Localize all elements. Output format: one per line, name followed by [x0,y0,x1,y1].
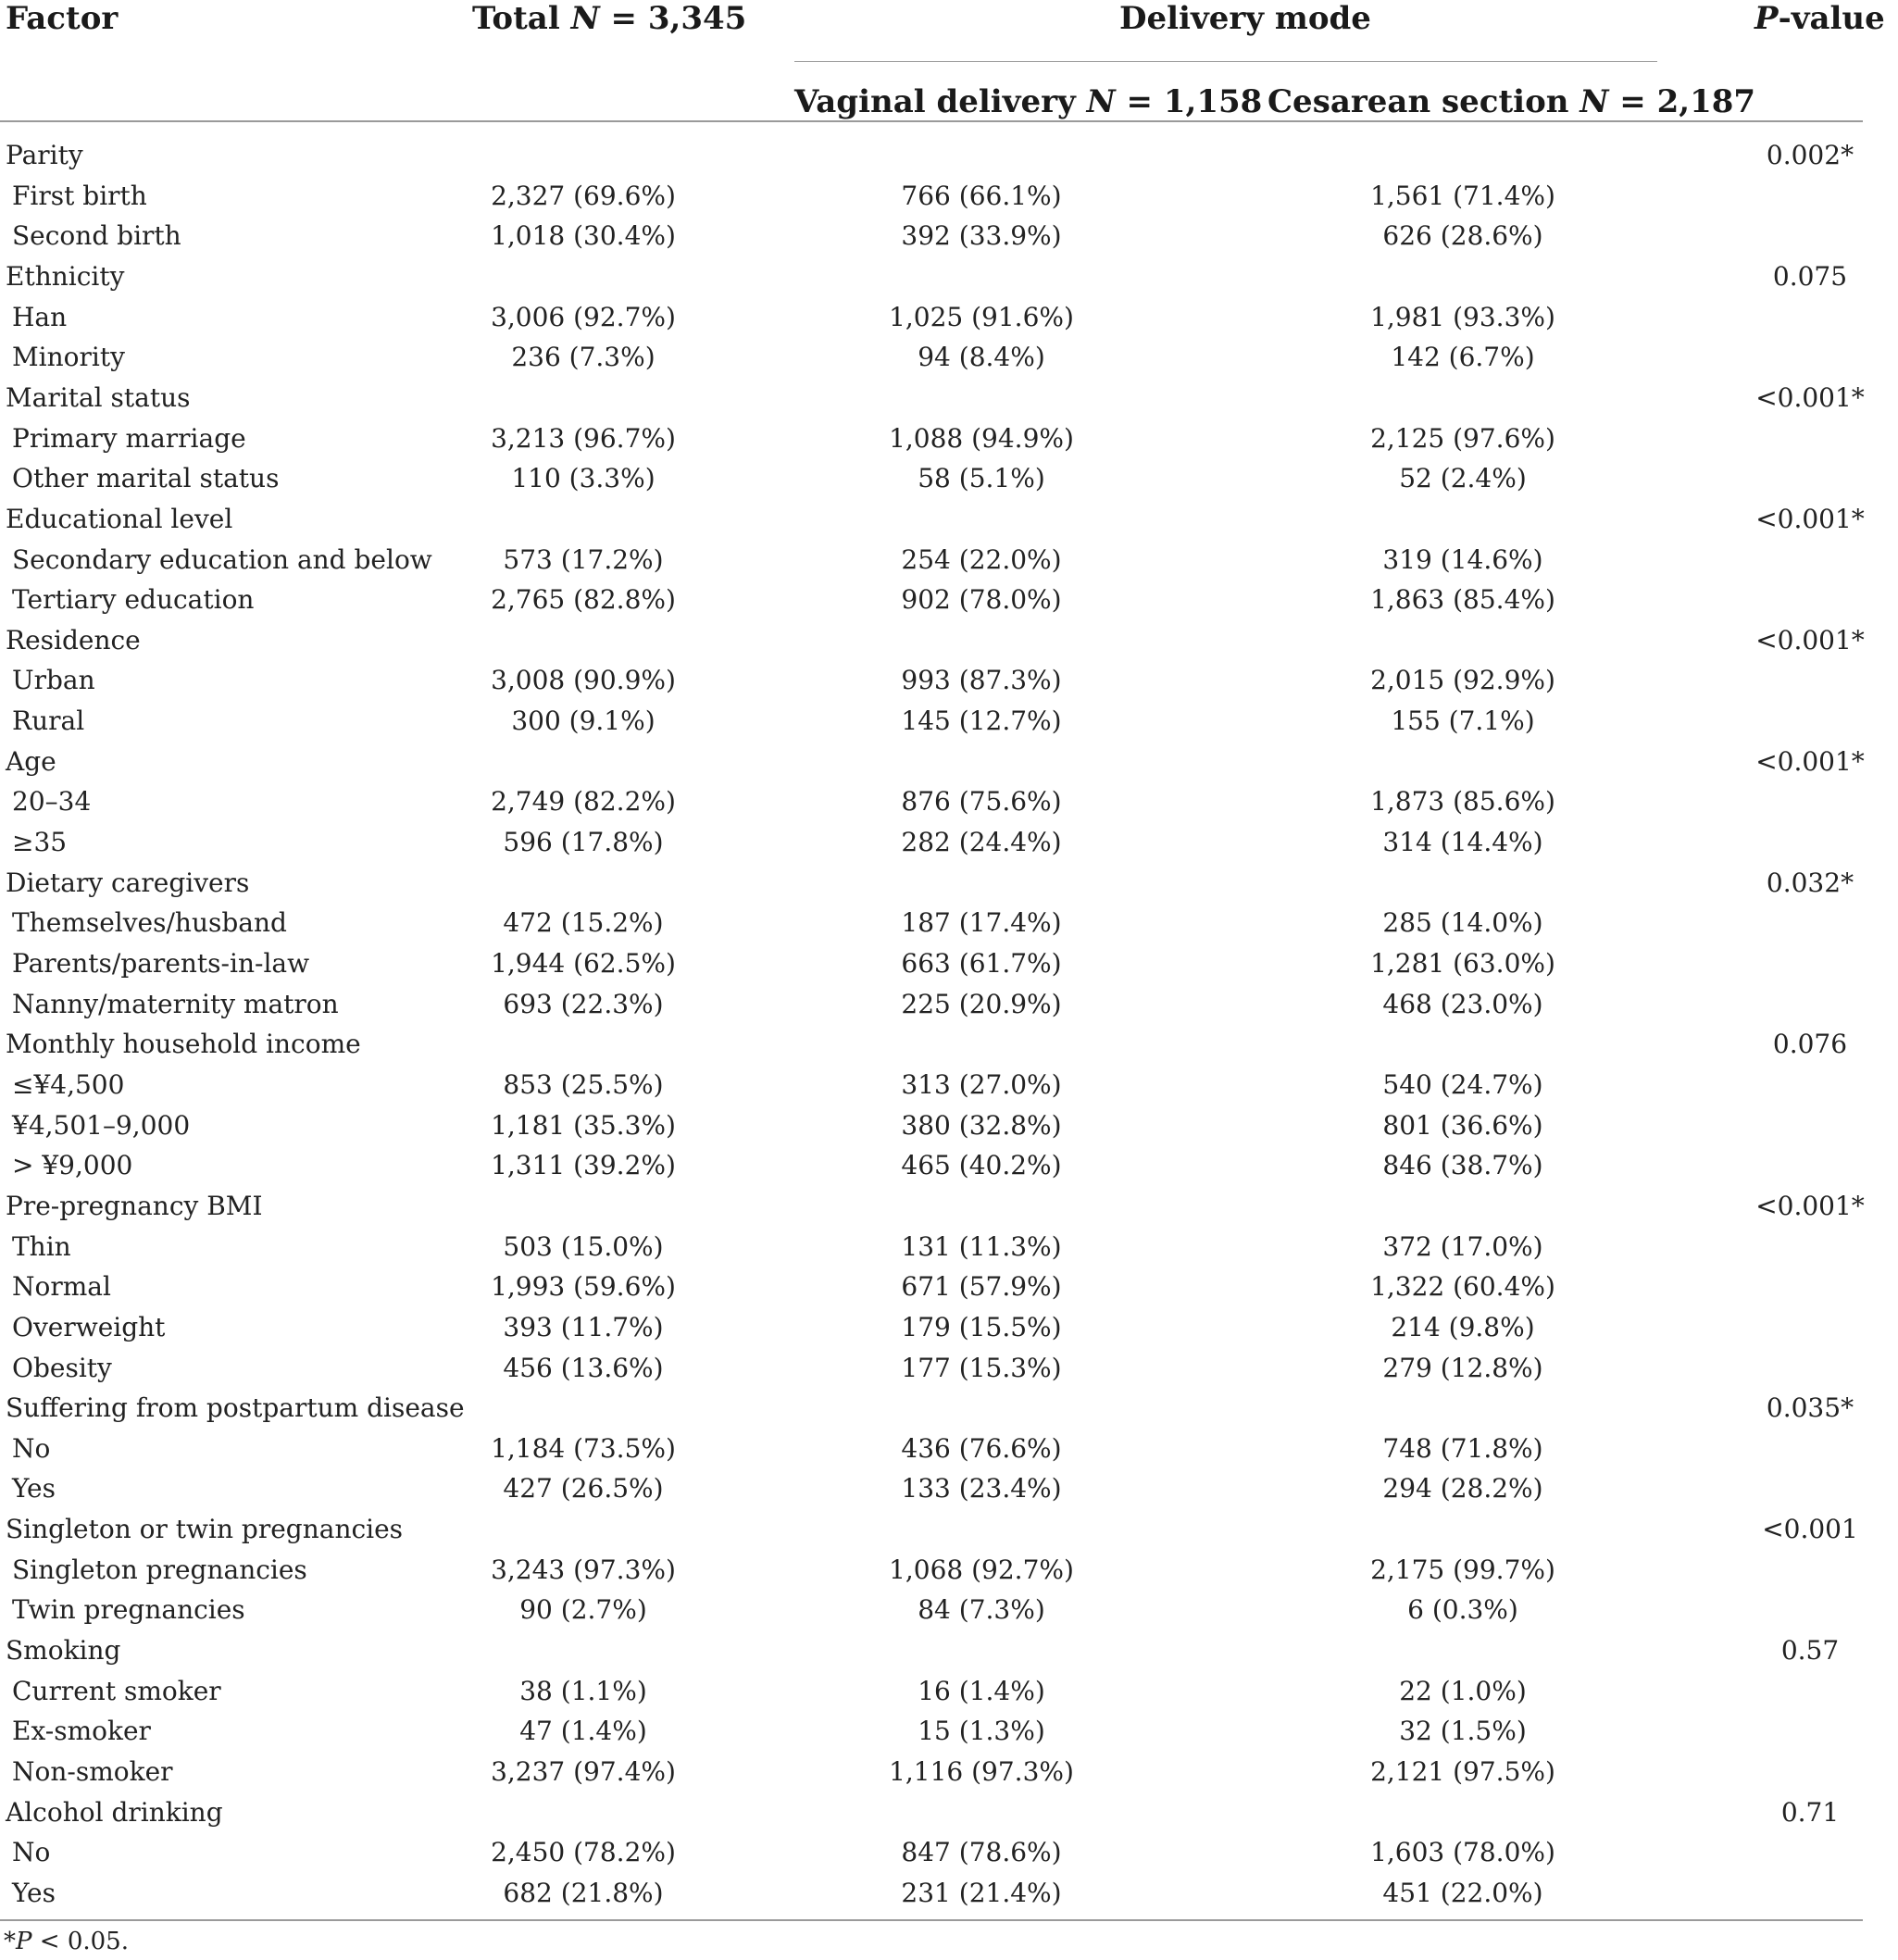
cell-pvalue [1722,903,1898,943]
cell-pvalue [1722,1267,1898,1307]
cell-cesarean [1278,742,1648,782]
cell-pvalue [1722,540,1898,581]
cell-total: 236 (7.3%) [511,342,656,373]
header-pvalue-p: P [1754,0,1779,37]
cell-total [398,620,768,661]
cell-vaginal: 1,116 (97.3%) [889,1756,1074,1787]
cell-total: 3,237 (97.4%) [491,1756,676,1787]
table-row [0,822,1869,863]
cell-cesarean: 2,175 (99.7%) [1370,1554,1555,1585]
table-group-row [0,1186,1869,1227]
cell-cesarean: 1,561 (71.4%) [1370,180,1555,211]
cell-pvalue [1722,1348,1898,1389]
cell-cesarean: 294 (28.2%) [1382,1473,1543,1504]
table-row [0,660,1869,701]
cell-total [398,499,768,540]
table-row [0,216,1869,256]
cell-pvalue [1722,580,1898,620]
cell-vaginal: 133 (23.4%) [901,1473,1062,1504]
cell-pvalue [1722,1065,1898,1105]
cell-total: 300 (9.1%) [511,705,656,737]
table-row [0,1873,1869,1914]
row-label: 20–34 [12,786,92,818]
cell-vaginal: 231 (21.4%) [901,1877,1062,1908]
row-label: Themselves/husband [12,907,287,939]
cell-vaginal: 671 (57.9%) [901,1271,1062,1303]
cell-cesarean: 2,125 (97.6%) [1370,422,1555,454]
table-row [0,1468,1869,1509]
row-label: Minority [12,342,125,373]
header-total-suffix: = 3,345 [599,0,747,37]
cell-cesarean: 142 (6.7%) [1391,342,1535,373]
cell-pvalue: <0.001* [1755,624,1865,655]
cell-total: 3,006 (92.7%) [491,301,676,332]
header-vaginal-suffix: = 1,158 [1115,83,1263,120]
row-label: Other marital status [12,463,280,494]
cell-total: 2,749 (82.2%) [491,786,676,818]
group-label: Marital status [6,381,191,413]
cell-vaginal: 1,088 (94.9%) [889,422,1074,454]
cell-pvalue: 0.002* [1766,140,1854,170]
cell-cesarean: 846 (38.7%) [1382,1150,1543,1181]
cell-pvalue [1722,216,1898,256]
cell-vaginal: 1,068 (92.7%) [889,1554,1074,1585]
cell-vaginal: 902 (78.0%) [901,584,1062,616]
cell-total: 1,944 (62.5%) [491,948,676,979]
cell-cesarean [1278,135,1648,176]
footnote [4,1926,129,1957]
cell-cesarean: 451 (22.0%) [1382,1877,1543,1908]
cell-cesarean: 6 (0.3%) [1407,1594,1518,1626]
cell-cesarean: 468 (23.0%) [1382,988,1543,1019]
cell-cesarean: 372 (17.0%) [1382,1230,1543,1262]
cell-cesarean: 1,981 (93.3%) [1370,301,1555,332]
cell-vaginal [796,135,1167,176]
cell-pvalue [1722,297,1898,338]
cell-total: 1,311 (39.2%) [491,1150,676,1181]
cell-total [398,1024,768,1065]
cell-vaginal [796,1509,1167,1550]
table-row [0,1429,1869,1469]
table-group-row [0,863,1869,904]
cell-cesarean: 314 (14.4%) [1382,827,1543,858]
cell-pvalue [1722,1468,1898,1509]
cell-cesarean: 1,863 (85.4%) [1370,584,1555,616]
header-pvalue-suffix: -value [1778,0,1885,37]
cell-cesarean [1278,1024,1648,1065]
row-label: Parents/parents-in-law [12,948,310,979]
table-row [0,701,1869,742]
table-group-row [0,1630,1869,1671]
footnote-star: * [4,1928,16,1955]
cell-vaginal: 179 (15.5%) [901,1311,1062,1342]
cell-pvalue [1722,176,1898,217]
cell-total: 2,450 (78.2%) [491,1837,676,1868]
cell-total: 2,765 (82.8%) [491,584,676,616]
cell-pvalue [1722,1590,1898,1630]
cell-total: 393 (11.7%) [503,1311,664,1342]
cell-cesarean [1278,1509,1648,1550]
cell-vaginal: 254 (22.0%) [901,543,1062,575]
row-label: Tertiary education [12,584,255,616]
cell-vaginal: 145 (12.7%) [901,705,1062,737]
cell-cesarean: 1,281 (63.0%) [1370,948,1555,979]
cell-total: 3,213 (96.7%) [491,422,676,454]
table-bottom-rule [0,1919,1863,1921]
cell-total [398,1388,768,1429]
cell-total [398,1630,768,1671]
cell-total: 693 (22.3%) [503,988,664,1019]
cell-cesarean: 22 (1.0%) [1399,1675,1527,1706]
table-row [0,176,1869,217]
cell-pvalue [1722,1873,1898,1914]
footnote-text: < 0.05. [31,1928,129,1955]
table-group-row [0,1509,1869,1550]
table-group-row [0,1388,1869,1429]
cell-pvalue [1722,458,1898,499]
table-row [0,1711,1869,1752]
cell-vaginal [796,1186,1167,1227]
cell-total: 1,993 (59.6%) [491,1271,676,1303]
group-label: Smoking [6,1635,121,1667]
table-row [0,337,1869,378]
table-row [0,1105,1869,1146]
cell-vaginal: 15 (1.3%) [918,1716,1045,1747]
header-bottom-rule [0,120,1863,122]
cell-vaginal: 876 (75.6%) [901,786,1062,818]
cell-pvalue: 0.57 [1780,1635,1840,1667]
cell-cesarean [1278,1388,1648,1429]
cell-pvalue [1722,1145,1898,1186]
cell-vaginal: 663 (61.7%) [901,948,1062,979]
cell-pvalue [1722,1105,1898,1146]
cell-pvalue [1722,1307,1898,1348]
row-label: Normal [12,1271,111,1303]
cell-vaginal [796,1388,1167,1429]
header-vaginal-prefix: Vaginal delivery [794,83,1087,120]
row-label: Thin [12,1230,71,1262]
cell-cesarean: 1,873 (85.6%) [1370,786,1555,818]
header-vaginal-n: N [1086,83,1116,120]
table-row [0,984,1869,1025]
table-row [0,580,1869,620]
cell-total: 596 (17.8%) [503,827,664,858]
cell-vaginal [796,620,1167,661]
cell-pvalue: <0.001 [1762,1514,1858,1545]
header-cesarean-prefix: Cesarean section [1267,83,1580,120]
cell-total: 90 (2.7%) [519,1594,647,1626]
cell-total [398,742,768,782]
cell-total [398,378,768,418]
cell-vaginal: 282 (24.4%) [901,827,1062,858]
cell-cesarean: 1,322 (60.4%) [1370,1271,1555,1303]
cell-vaginal: 58 (5.1%) [918,463,1045,494]
cell-pvalue [1722,943,1898,984]
table-row [0,297,1869,338]
cell-total: 456 (13.6%) [503,1352,664,1383]
cell-cesarean: 2,121 (97.5%) [1370,1756,1555,1787]
cell-pvalue [1722,337,1898,378]
cell-cesarean [1278,863,1648,904]
footnote-p: P [16,1928,32,1955]
cell-total [398,1509,768,1550]
row-label: Urban [12,665,95,696]
row-label: Obesity [12,1352,112,1383]
group-label: Educational level [6,503,233,534]
cell-cesarean: 801 (36.6%) [1382,1109,1543,1141]
cell-pvalue [1722,701,1898,742]
cell-total: 853 (25.5%) [503,1068,664,1100]
header-total [472,0,746,37]
table-row [0,1348,1869,1389]
delivery-mode-rule [794,61,1657,62]
table-row [0,1832,1869,1873]
cell-pvalue: <0.001* [1755,381,1865,413]
table-group-row [0,620,1869,661]
cell-cesarean: 626 (28.6%) [1382,220,1543,252]
table-row [0,1550,1869,1591]
row-label: ≤¥4,500 [12,1068,125,1100]
cell-total [398,1792,768,1833]
cell-vaginal [796,1792,1167,1833]
header-total-prefix: Total [472,0,571,37]
cell-total: 110 (3.3%) [511,463,656,494]
group-label: Suffering from postpartum disease [6,1392,465,1424]
cell-vaginal: 313 (27.0%) [901,1068,1062,1100]
cell-total: 38 (1.1%) [519,1675,647,1706]
cell-total [398,135,768,176]
row-label: Yes [12,1473,56,1504]
header-vaginal [794,83,1262,120]
group-label: Residence [6,624,141,655]
table-row [0,1752,1869,1792]
table-row [0,1590,1869,1630]
cell-cesarean: 52 (2.4%) [1399,463,1527,494]
table-row [0,458,1869,499]
row-label: Rural [12,705,85,737]
row-label: Current smoker [12,1675,221,1706]
group-label: Dietary caregivers [6,867,250,898]
header-delivery-mode: Delivery mode [1119,0,1371,37]
row-label: ¥4,501–9,000 [12,1109,191,1141]
table-row [0,1267,1869,1307]
table-row [0,1307,1869,1348]
cell-vaginal [796,378,1167,418]
row-label: Singleton pregnancies [12,1554,307,1585]
group-label: Parity [6,140,83,170]
cell-cesarean: 319 (14.6%) [1382,543,1543,575]
cell-total: 1,181 (35.3%) [491,1109,676,1141]
cell-pvalue: 0.032* [1766,867,1854,898]
table-group-row [0,742,1869,782]
cell-pvalue [1722,822,1898,863]
group-label: Monthly household income [6,1029,361,1060]
cell-vaginal [796,256,1167,297]
cell-cesarean [1278,499,1648,540]
cell-cesarean [1278,620,1648,661]
cell-pvalue [1722,1227,1898,1267]
cell-vaginal: 84 (7.3%) [918,1594,1045,1626]
cell-total [398,256,768,297]
cell-cesarean: 2,015 (92.9%) [1370,665,1555,696]
cell-cesarean: 279 (12.8%) [1382,1352,1543,1383]
table-row [0,1145,1869,1186]
row-label: Yes [12,1877,56,1908]
header-cesarean [1267,83,1755,120]
row-label: Secondary education and below [12,543,432,575]
row-label: No [12,1837,51,1868]
row-label: No [12,1432,51,1464]
cell-pvalue [1722,1752,1898,1792]
cell-vaginal: 177 (15.3%) [901,1352,1062,1383]
cell-total: 2,327 (69.6%) [491,180,676,211]
header-cesarean-suffix: = 2,187 [1608,83,1756,120]
header-cesarean-n: N [1580,83,1609,120]
row-label: ≥35 [12,827,68,858]
cell-total: 682 (21.8%) [503,1877,664,1908]
row-label: Primary marriage [12,422,246,454]
group-label: Alcohol drinking [6,1796,223,1828]
table-group-row [0,135,1869,176]
cell-cesarean: 32 (1.5%) [1399,1716,1527,1747]
table-row [0,1227,1869,1267]
cell-total: 3,008 (90.9%) [491,665,676,696]
cell-total: 573 (17.2%) [503,543,664,575]
cell-vaginal: 1,025 (91.6%) [889,301,1074,332]
row-label: Ex-smoker [12,1716,151,1747]
cell-cesarean: 155 (7.1%) [1391,705,1535,737]
cell-pvalue [1722,1832,1898,1873]
row-label: Non-smoker [12,1756,173,1787]
header-total-n: N [570,0,600,37]
cell-pvalue [1722,984,1898,1025]
group-label: Age [6,745,56,777]
cell-pvalue: <0.001* [1755,745,1865,777]
cell-total: 472 (15.2%) [503,907,664,939]
cell-pvalue [1722,781,1898,822]
cell-vaginal [796,1630,1167,1671]
table-group-row [0,1792,1869,1833]
cell-pvalue: 0.035* [1766,1392,1854,1424]
row-label: First birth [12,180,147,211]
cell-pvalue: 0.075 [1772,260,1848,292]
cell-vaginal: 465 (40.2%) [901,1150,1062,1181]
row-label: Second birth [12,220,181,252]
table-group-row [0,378,1869,418]
cell-pvalue [1722,418,1898,459]
cell-vaginal [796,863,1167,904]
cell-total: 503 (15.0%) [503,1230,664,1262]
cell-total: 47 (1.4%) [519,1716,647,1747]
group-label: Singleton or twin pregnancies [6,1514,404,1545]
group-label: Ethnicity [6,260,125,292]
cell-pvalue [1722,1429,1898,1469]
cell-vaginal: 94 (8.4%) [918,342,1045,373]
cell-cesarean: 540 (24.7%) [1382,1068,1543,1100]
table-row [0,540,1869,581]
cell-total: 1,184 (73.5%) [491,1432,676,1464]
cell-pvalue: <0.001* [1755,503,1865,534]
cell-pvalue: <0.001* [1755,1190,1865,1221]
cell-vaginal: 993 (87.3%) [901,665,1062,696]
row-label: > ¥9,000 [12,1150,133,1181]
cell-total [398,1186,768,1227]
cell-pvalue [1722,1711,1898,1752]
cell-cesarean [1278,1792,1648,1833]
cell-cesarean: 1,603 (78.0%) [1370,1837,1555,1868]
table-row [0,1065,1869,1105]
row-label: Twin pregnancies [12,1594,245,1626]
cell-vaginal: 766 (66.1%) [901,180,1062,211]
cell-cesarean [1278,1186,1648,1227]
cell-cesarean [1278,1630,1648,1671]
table-row [0,943,1869,984]
cell-vaginal: 187 (17.4%) [901,907,1062,939]
cell-pvalue [1722,660,1898,701]
cell-vaginal: 392 (33.9%) [901,220,1062,252]
table-group-row [0,499,1869,540]
cell-cesarean: 748 (71.8%) [1382,1432,1543,1464]
cell-vaginal [796,742,1167,782]
cell-cesarean: 214 (9.8%) [1391,1311,1535,1342]
cell-cesarean [1278,378,1648,418]
table-row [0,418,1869,459]
cell-total: 3,243 (97.3%) [491,1554,676,1585]
row-label: Nanny/maternity matron [12,988,339,1019]
table-group-row [0,1024,1869,1065]
header-pvalue [1754,0,1885,37]
cell-pvalue: 0.076 [1772,1029,1848,1060]
cell-pvalue [1722,1550,1898,1591]
cell-vaginal: 16 (1.4%) [918,1675,1045,1706]
cell-vaginal: 131 (11.3%) [901,1230,1062,1262]
cell-pvalue: 0.71 [1780,1796,1840,1828]
cell-cesarean [1278,256,1648,297]
table-row [0,1671,1869,1712]
cell-vaginal: 225 (20.9%) [901,988,1062,1019]
cell-pvalue [1722,1671,1898,1712]
cell-vaginal: 380 (32.8%) [901,1109,1062,1141]
cell-total: 1,018 (30.4%) [491,220,676,252]
row-label: Han [12,301,68,332]
cell-vaginal: 436 (76.6%) [901,1432,1062,1464]
row-label: Overweight [12,1311,166,1342]
header-factor: Factor [6,0,119,37]
cell-vaginal: 847 (78.6%) [901,1837,1062,1868]
table-row [0,903,1869,943]
cell-vaginal [796,1024,1167,1065]
cell-cesarean: 285 (14.0%) [1382,907,1543,939]
cell-vaginal [796,499,1167,540]
table-row [0,781,1869,822]
table-group-row [0,256,1869,297]
cell-total: 427 (26.5%) [503,1473,664,1504]
cell-total [398,863,768,904]
group-label: Pre-pregnancy BMI [6,1190,263,1221]
